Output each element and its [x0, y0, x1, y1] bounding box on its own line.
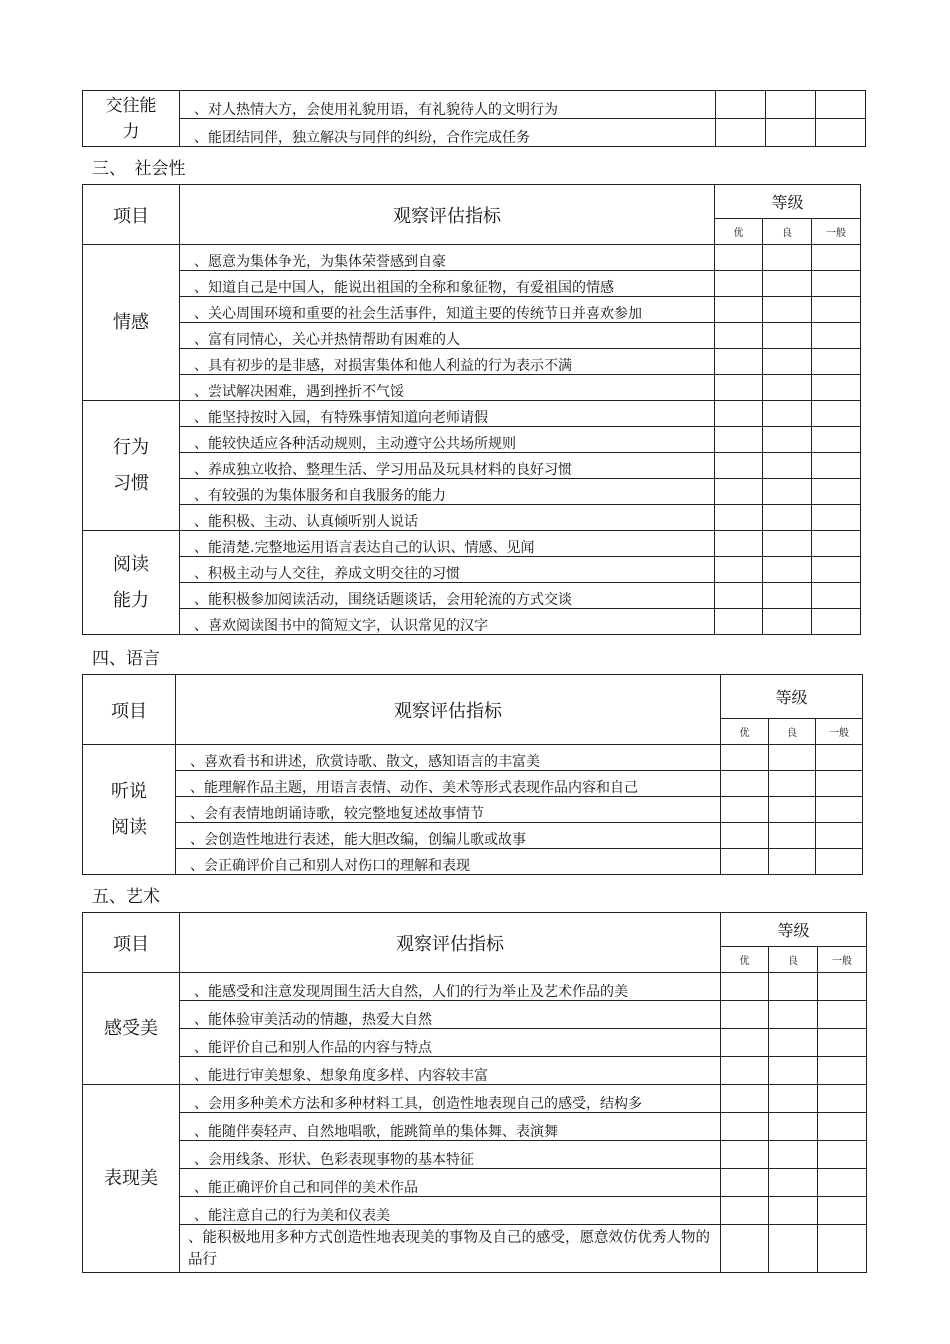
indicator-item: 、能评价自己和别人作品的内容与特点: [180, 1029, 721, 1057]
indicator-item: 、养成独立收拾、整理生活、学习用品及玩具材料的良好习惯: [180, 453, 715, 479]
grade-cell: [769, 771, 816, 797]
header-item: 项目: [83, 185, 180, 245]
grade-cell: [715, 609, 763, 635]
header-grade: 等级: [721, 675, 863, 719]
indicator-item: 、能随伴奏轻声、自然地唱歌，能跳简单的集体舞、表演舞: [180, 1113, 721, 1141]
header-item: 项目: [83, 913, 180, 973]
grade-cell: [769, 745, 816, 771]
grade-cell: [816, 745, 863, 771]
grade-cell: [763, 531, 812, 557]
grade-cell: [721, 1029, 769, 1057]
grade-cell: [715, 531, 763, 557]
indicator-item: 、能较快适应各种活动规则，主动遵守公共场所规则: [180, 427, 715, 453]
grade-cell: [812, 479, 861, 505]
grade-cell: [721, 797, 769, 823]
indicator-item: 、会有表情地朗诵诗歌，较完整地复述故事情节: [176, 797, 721, 823]
indicator-item: 、能感受和注意发现周围生活大自然，人们的行为举止及艺术作品的美: [180, 973, 721, 1001]
grade-cell: [818, 1057, 867, 1085]
grade-cell: [769, 1057, 818, 1085]
indicator-item: 、能积极参加阅读活动，围绕话题谈话，会用轮流的方式交谈: [180, 583, 715, 609]
grade-cell: [812, 505, 861, 531]
grade-cell: [763, 609, 812, 635]
grade-cell: [769, 1225, 818, 1273]
grade-cell: [816, 771, 863, 797]
grade-cell: [715, 375, 763, 401]
grade-cell: [812, 401, 861, 427]
indicator-item: 、能体验审美活动的情趣，热爱大自然: [180, 1001, 721, 1029]
indicator-item: 、能理解作品主题，用语言表情、动作、美术等形式表现作品内容和自己: [176, 771, 721, 797]
grade-cell: [812, 531, 861, 557]
grade-cell: [721, 1169, 769, 1197]
grade-cell: [816, 797, 863, 823]
grade-cell: [716, 119, 766, 147]
grade-cell: [812, 453, 861, 479]
grade-cell: [818, 973, 867, 1001]
grade-cell: [818, 1085, 867, 1113]
grade-level-good: 良: [769, 719, 816, 745]
grade-cell: [715, 505, 763, 531]
indicator-item: 、愿意为集体争光，为集体荣誉感到自豪: [180, 245, 715, 271]
header-indicator: 观察评估指标: [180, 185, 715, 245]
grade-cell: [816, 849, 863, 875]
grade-level-good: 良: [769, 947, 818, 973]
grade-cell: [769, 1141, 818, 1169]
grade-cell: [769, 973, 818, 1001]
category-cell: 交往能力: [83, 91, 180, 147]
grade-cell: [812, 375, 861, 401]
header-grade: 等级: [715, 185, 861, 219]
grade-cell: [763, 297, 812, 323]
indicator-item: 、喜欢阅读图书中的简短文字，认识常见的汉字: [180, 609, 715, 635]
category-emotion: 情感: [83, 245, 180, 401]
grade-cell: [766, 91, 816, 119]
grade-cell: [812, 297, 861, 323]
grade-cell: [721, 973, 769, 1001]
indicator-item: 、知道自己是中国人，能说出祖国的全称和象征物，有爱祖国的情感: [180, 271, 715, 297]
grade-cell: [715, 583, 763, 609]
indicator-item: 、尝试解决困难，遇到挫折不气馁: [180, 375, 715, 401]
grade-level-average: 一般: [816, 719, 863, 745]
grade-cell: [721, 771, 769, 797]
grade-cell: [812, 271, 861, 297]
grade-cell: [721, 1057, 769, 1085]
category-reading: 阅读能力: [83, 531, 180, 635]
grade-cell: [721, 1141, 769, 1169]
indicator-item: 、具有初步的是非感，对损害集体和他人利益的行为表示不满: [180, 349, 715, 375]
indicator-item: 、有较强的为集体服务和自我服务的能力: [180, 479, 715, 505]
grade-cell: [715, 479, 763, 505]
grade-level-good: 良: [763, 219, 812, 245]
grade-cell: [763, 401, 812, 427]
grade-cell: [769, 797, 816, 823]
grade-cell: [716, 91, 766, 119]
category-behavior: 行为习惯: [83, 401, 180, 531]
section-heading-art: 五、艺术: [92, 887, 160, 907]
category-perceive-beauty: 感受美: [83, 973, 180, 1085]
art-table: [82, 912, 867, 1273]
grade-cell: [721, 849, 769, 875]
grade-cell: [769, 1001, 818, 1029]
grade-cell: [721, 823, 769, 849]
indicator-item: 、能积极、主动、认真倾听别人说话: [180, 505, 715, 531]
grade-cell: [812, 557, 861, 583]
grade-cell: [812, 245, 861, 271]
grade-cell: [715, 557, 763, 583]
category-express-beauty: 表现美: [83, 1085, 180, 1273]
grade-cell: [818, 1113, 867, 1141]
grade-cell: [715, 271, 763, 297]
language-table: [82, 674, 863, 875]
indicator-item: 、喜欢看书和讲述，欣赏诗歌、散文，感知语言的丰富美: [176, 745, 721, 771]
grade-cell: [715, 427, 763, 453]
section-heading-social: 三、 社会性: [92, 159, 186, 179]
grade-cell: [816, 119, 866, 147]
grade-cell: [763, 323, 812, 349]
grade-cell: [769, 1197, 818, 1225]
indicator-item: 、能进行审美想象、想象角度多样、内容较丰富: [180, 1057, 721, 1085]
grade-cell: [715, 401, 763, 427]
grade-cell: [812, 583, 861, 609]
grade-cell: [812, 427, 861, 453]
social-skills-table: [82, 90, 866, 147]
indicator-item: 、能团结同伴，独立解决与同伴的纠纷，合作完成任务: [180, 119, 716, 147]
grade-cell: [818, 1225, 867, 1273]
grade-cell: [721, 745, 769, 771]
grade-cell: [769, 1085, 818, 1113]
indicator-item: 、能注意自己的行为美和仪表美: [180, 1197, 721, 1225]
indicator-item: 、会创造性地进行表述，能大胆改编，创编儿歌或故事: [176, 823, 721, 849]
grade-cell: [769, 1169, 818, 1197]
grade-cell: [818, 1029, 867, 1057]
grade-cell: [769, 849, 816, 875]
indicator-item: 、富有同情心，关心并热情帮助有困难的人: [180, 323, 715, 349]
header-indicator: 观察评估指标: [180, 913, 721, 973]
grade-cell: [715, 453, 763, 479]
indicator-item: 、积极主动与人交往，养成文明交往的习惯: [180, 557, 715, 583]
header-item: 项目: [83, 675, 176, 745]
indicator-item: 、能正确评价自己和同伴的美术作品: [180, 1169, 721, 1197]
grade-cell: [763, 505, 812, 531]
indicator-item: 、能坚持按时入园，有特殊事情知道向老师请假: [180, 401, 715, 427]
social-table: [82, 184, 861, 635]
indicator-item: 、会用多种美术方法和多种材料工具，创造性地表现自己的感受，结构多: [180, 1085, 721, 1113]
grade-cell: [763, 427, 812, 453]
grade-cell: [721, 1113, 769, 1141]
grade-cell: [721, 1001, 769, 1029]
grade-cell: [721, 1225, 769, 1273]
grade-cell: [715, 349, 763, 375]
grade-level-average: 一般: [818, 947, 867, 973]
category-listening-reading: 听说阅读: [83, 745, 176, 875]
grade-cell: [769, 823, 816, 849]
indicator-item: 、会用线条、形状、色彩表现事物的基本特征: [180, 1141, 721, 1169]
grade-level-excellent: 优: [721, 719, 769, 745]
grade-level-excellent: 优: [721, 947, 769, 973]
grade-cell: [715, 297, 763, 323]
grade-cell: [766, 119, 816, 147]
grade-cell: [763, 375, 812, 401]
indicator-item: 、对人热情大方，会使用礼貌用语，有礼貌待人的文明行为: [180, 91, 716, 119]
indicator-item: 、会正确评价自己和别人对伤口的理解和表现: [176, 849, 721, 875]
grade-cell: [763, 245, 812, 271]
indicator-item: 、能清楚.完整地运用语言表达自己的认识、情感、见闻: [180, 531, 715, 557]
grade-cell: [818, 1001, 867, 1029]
grade-cell: [769, 1029, 818, 1057]
grade-level-average: 一般: [812, 219, 861, 245]
header-indicator: 观察评估指标: [176, 675, 721, 745]
grade-cell: [721, 1085, 769, 1113]
grade-cell: [812, 349, 861, 375]
header-grade: 等级: [721, 913, 867, 947]
grade-cell: [812, 323, 861, 349]
grade-cell: [818, 1169, 867, 1197]
indicator-item: 、关心周围环境和重要的社会生活事件，知道主要的传统节日并喜欢参加: [180, 297, 715, 323]
grade-cell: [721, 1197, 769, 1225]
grade-cell: [812, 609, 861, 635]
grade-cell: [816, 91, 866, 119]
grade-cell: [715, 323, 763, 349]
grade-cell: [763, 557, 812, 583]
grade-cell: [763, 349, 812, 375]
grade-cell: [763, 479, 812, 505]
grade-cell: [715, 245, 763, 271]
grade-level-excellent: 优: [715, 219, 763, 245]
grade-cell: [763, 583, 812, 609]
grade-cell: [763, 271, 812, 297]
grade-cell: [818, 1141, 867, 1169]
indicator-item: 、能积极地用多种方式创造性地表现美的事物及自己的感受，愿意效仿优秀人物的品行: [180, 1225, 721, 1273]
grade-cell: [763, 453, 812, 479]
grade-cell: [816, 823, 863, 849]
section-heading-language: 四、语言: [92, 649, 160, 669]
grade-cell: [818, 1197, 867, 1225]
grade-cell: [769, 1113, 818, 1141]
